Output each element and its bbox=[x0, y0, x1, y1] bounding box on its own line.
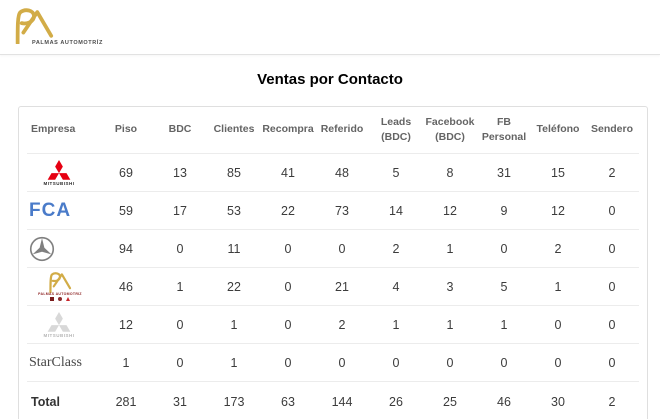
cell-sendero: 0 bbox=[608, 203, 616, 218]
mitsubishi-red-logo bbox=[29, 160, 89, 186]
cell-bdc: 1 bbox=[176, 279, 184, 294]
cell-facebook-bdc: 0 bbox=[446, 355, 454, 370]
cell-telefono: 2 bbox=[554, 241, 562, 256]
table-row bbox=[27, 230, 639, 268]
cell-clientes: 1 bbox=[230, 355, 238, 370]
cell-bdc: 0 bbox=[176, 241, 184, 256]
cell-clientes: 53 bbox=[227, 203, 241, 218]
col-header-bdc: BDC bbox=[168, 123, 192, 136]
mitsubishi-wordmark: MITSUBISHI bbox=[43, 332, 75, 338]
cell-fb-personal: 31 bbox=[497, 165, 511, 180]
cell-clientes: 85 bbox=[227, 165, 241, 180]
cell-piso: 12 bbox=[119, 317, 133, 332]
palmas-caption: PALMAS AUTOMOTRIZ bbox=[38, 291, 82, 296]
mitsubishi-wordmark: MITSUBISHI bbox=[43, 180, 75, 186]
col-header-clientes: Clientes bbox=[213, 123, 255, 136]
table-row bbox=[27, 154, 639, 192]
brand-logo bbox=[8, 8, 103, 46]
cell-leads-bdc: 1 bbox=[392, 317, 400, 332]
mini-brand-icons bbox=[50, 297, 70, 301]
cell-telefono: 1 bbox=[554, 279, 562, 294]
brand-caption: PALMAS AUTOMOTRÍZ bbox=[32, 40, 103, 46]
total-bdc: 31 bbox=[173, 394, 187, 409]
cell-facebook-bdc: 8 bbox=[446, 165, 454, 180]
total-referido: 144 bbox=[331, 394, 353, 409]
cell-referido: 0 bbox=[338, 355, 346, 370]
cell-clientes: 22 bbox=[227, 279, 241, 294]
table-row bbox=[27, 344, 639, 382]
cell-bdc: 13 bbox=[173, 165, 187, 180]
cell-piso: 69 bbox=[119, 165, 133, 180]
cell-bdc: 0 bbox=[176, 317, 184, 332]
cell-fb-personal: 5 bbox=[500, 279, 508, 294]
total-piso: 281 bbox=[115, 394, 137, 409]
cell-leads-bdc: 2 bbox=[392, 241, 400, 256]
cell-fb-personal: 9 bbox=[500, 203, 508, 218]
cell-sendero: 2 bbox=[608, 165, 616, 180]
cell-telefono: 0 bbox=[554, 317, 562, 332]
cell-piso: 59 bbox=[119, 203, 133, 218]
mini-brand-icon bbox=[50, 297, 54, 301]
palmas-automotriz-pa-icon bbox=[8, 8, 60, 44]
total-sendero: 2 bbox=[608, 394, 616, 409]
cell-sendero: 0 bbox=[608, 317, 616, 332]
col-header-facebook-bdc: Facebook (BDC) bbox=[425, 115, 475, 143]
cell-recompra: 0 bbox=[284, 279, 292, 294]
total-recompra: 63 bbox=[281, 394, 295, 409]
palmas-automotriz-pa-icon bbox=[45, 272, 75, 293]
sales-by-contact-table bbox=[18, 106, 648, 419]
cell-leads-bdc: 0 bbox=[392, 355, 400, 370]
table-header-row bbox=[27, 107, 639, 154]
total-facebook-bdc: 25 bbox=[443, 394, 457, 409]
cell-telefono: 12 bbox=[551, 203, 565, 218]
cell-recompra: 41 bbox=[281, 165, 295, 180]
cell-referido: 21 bbox=[335, 279, 349, 294]
cell-fb-personal: 1 bbox=[500, 317, 508, 332]
total-label: Total bbox=[31, 394, 60, 409]
cell-recompra: 22 bbox=[281, 203, 295, 218]
col-header-empresa: Empresa bbox=[31, 123, 76, 136]
cell-referido: 48 bbox=[335, 165, 349, 180]
cell-leads-bdc: 4 bbox=[392, 279, 400, 294]
cell-telefono: 15 bbox=[551, 165, 565, 180]
cell-leads-bdc: 5 bbox=[392, 165, 400, 180]
cell-facebook-bdc: 3 bbox=[446, 279, 454, 294]
cell-sendero: 0 bbox=[608, 279, 616, 294]
mitsubishi-gray-logo bbox=[29, 312, 89, 338]
cell-piso: 1 bbox=[122, 355, 130, 370]
mini-brand-icon bbox=[58, 297, 62, 301]
page-title: Ventas por Contacto bbox=[257, 71, 403, 88]
cell-sendero: 0 bbox=[608, 241, 616, 256]
cell-referido: 2 bbox=[338, 317, 346, 332]
col-header-sendero: Sendero bbox=[590, 123, 633, 136]
total-fb-personal: 46 bbox=[497, 394, 511, 409]
cell-fb-personal: 0 bbox=[500, 241, 508, 256]
cell-bdc: 17 bbox=[173, 203, 187, 218]
cell-facebook-bdc: 1 bbox=[446, 317, 454, 332]
cell-sendero: 0 bbox=[608, 355, 616, 370]
palmas-automotriz-logo bbox=[29, 272, 91, 302]
table-row bbox=[27, 192, 639, 230]
total-telefono: 30 bbox=[551, 394, 565, 409]
cell-fb-personal: 0 bbox=[500, 355, 508, 370]
cell-referido: 0 bbox=[338, 241, 346, 256]
cell-facebook-bdc: 12 bbox=[443, 203, 457, 218]
col-header-piso: Piso bbox=[114, 123, 138, 136]
col-header-telefono: Teléfono bbox=[536, 123, 580, 136]
cell-facebook-bdc: 1 bbox=[446, 241, 454, 256]
cell-bdc: 0 bbox=[176, 355, 184, 370]
cell-recompra: 0 bbox=[284, 355, 292, 370]
fca-logo: FCA bbox=[29, 200, 72, 221]
mini-brand-icon bbox=[66, 297, 70, 301]
mitsubishi-diamonds-icon bbox=[47, 160, 71, 180]
col-header-referido: Referido bbox=[320, 123, 364, 136]
cell-recompra: 0 bbox=[284, 317, 292, 332]
table-row bbox=[27, 306, 639, 344]
col-header-recompra: Recompra bbox=[262, 123, 314, 136]
table-total-row bbox=[27, 382, 639, 419]
col-header-leads-bdc: Leads (BDC) bbox=[380, 115, 412, 143]
mitsubishi-diamonds-icon bbox=[47, 312, 71, 332]
cell-clientes: 11 bbox=[227, 241, 241, 256]
top-header-bar bbox=[0, 0, 660, 55]
total-clientes: 173 bbox=[223, 394, 245, 409]
table-row bbox=[27, 268, 639, 306]
cell-piso: 46 bbox=[119, 279, 133, 294]
cell-clientes: 1 bbox=[230, 317, 238, 332]
mercedes-benz-star-icon bbox=[29, 236, 55, 262]
cell-recompra: 0 bbox=[284, 241, 292, 256]
starclass-label: StarClass bbox=[29, 354, 82, 370]
cell-leads-bdc: 14 bbox=[389, 203, 403, 218]
cell-telefono: 0 bbox=[554, 355, 562, 370]
total-leads-bdc: 26 bbox=[389, 394, 403, 409]
cell-referido: 73 bbox=[335, 203, 349, 218]
col-header-fb-personal: FB Personal bbox=[481, 115, 527, 143]
cell-piso: 94 bbox=[119, 241, 133, 256]
